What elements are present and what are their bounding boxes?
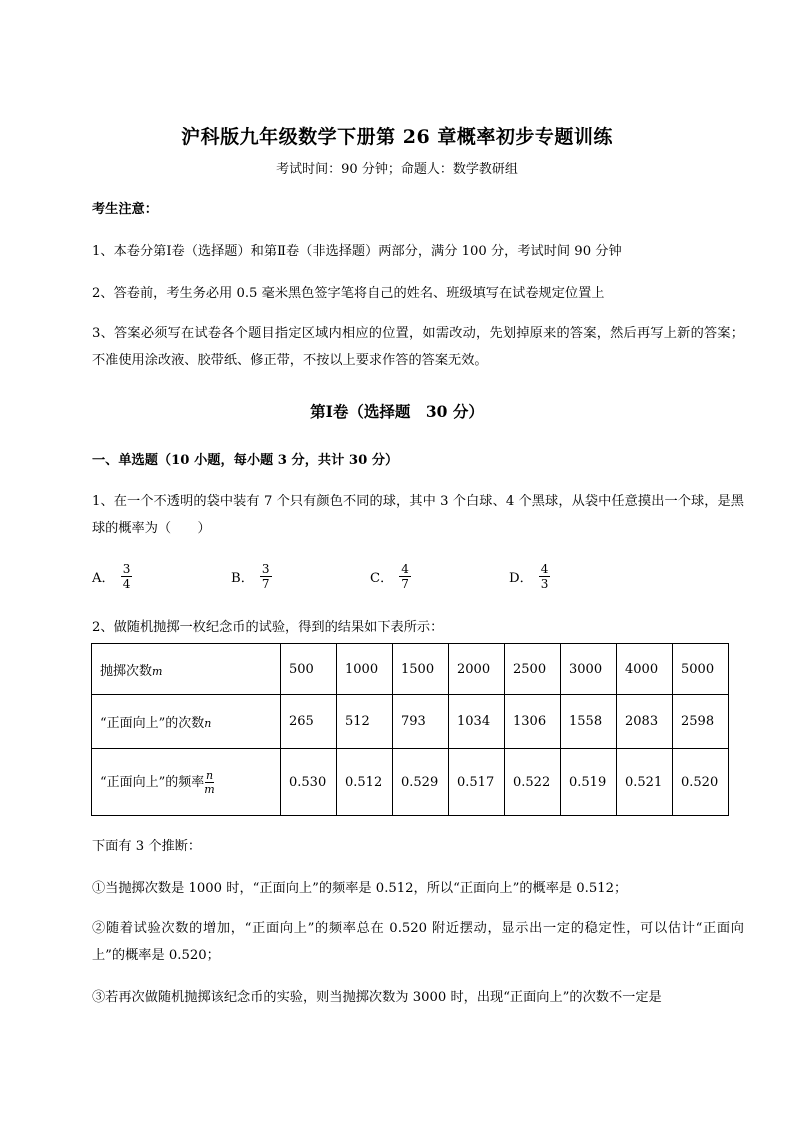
option-b: B． $\frac{3}{7}$ [231, 562, 270, 591]
page-title: 沪科版九年级数学下册第 26 章概率初步专题训练 [181, 126, 613, 148]
fraction: $\frac{3}{4}$ [122, 562, 131, 591]
option-d: D． $\frac{4}{3}$ [509, 562, 549, 591]
question-1: 1、在一个不透明的袋中装有 7 个只有颜色不同的球，其中 3 个白球、4 个黑球，从袋中任意摸出一个球，是黑球的概率为（ ） [92, 494, 744, 536]
fraction: $\frac{3}{7}$ [261, 562, 270, 591]
results-table [91, 643, 729, 816]
option-a: A． $\frac{3}{4}$ [92, 562, 131, 591]
notice-heading: 考生注意： [92, 202, 158, 217]
inferences-intro: 下面有 3 个推断： [92, 839, 202, 854]
row-header: “正面向上”的频率 $\frac{n}{m}$ [92, 749, 281, 816]
option-c: C． $\frac{4}{7}$ [370, 562, 409, 591]
table-row: 抛掷次数m 500 1000 1500 2000 2500 3000 4000 5000 [92, 644, 729, 695]
question-2: 2、做随机抛掷一枚纪念币的试验，得到的结果如下表所示： [92, 620, 444, 635]
inference-3: ③若再次做随机抛掷该纪念币的实验，则当抛掷次数为 3000 时，出现“正面向上”的次数不一定是 [92, 990, 662, 1005]
table-row: “正面向上”的次数n 265 512 793 1034 1306 1558 2083 2598 [92, 695, 729, 749]
notice-item-3: 3、答案必须写在试卷各个题目指定区域内相应的位置，如需改动，先划掉原来的答案，然后再写上新的答案；不准使用涂改液、胶带纸、修正带，不按以上要求作答的答案无效。 [92, 326, 744, 368]
row-header: “正面向上”的次数n [92, 695, 281, 749]
fraction: $\frac{4}{3}$ [540, 562, 549, 591]
notice-item-2: 2、答卷前，考生务必用 0.5 毫米黑色签字笔将自己的姓名、班级填写在试卷规定位置上 [92, 286, 605, 301]
notice-item-1: 1、本卷分第Ⅰ卷（选择题）和第Ⅱ卷（非选择题）两部分，满分 100 分，考试时间 90 分钟 [92, 244, 622, 259]
fraction: $\frac{4}{7}$ [401, 562, 409, 591]
fraction: $\frac{n}{m}$ [204, 768, 215, 796]
inference-2: ②随着试验次数的增加，“正面向上”的频率总在 0.520 附近摆动，显示出一定的稳定性，可以估计“正面向上”的概率是 0.520； [92, 921, 744, 963]
table-row: “正面向上”的频率 $\frac{n}{m}$ 0.530 0.512 0.529 0.517 0.522 0.519 0.521 0.520 [92, 749, 729, 816]
part-heading: 一、单选题（10 小题，每小题 3 分，共计 30 分） [92, 453, 399, 468]
section-title: 第Ⅰ卷（选择题 30 分） [310, 402, 484, 421]
row-header: 抛掷次数m [92, 644, 281, 695]
exam-info: 考试时间：90 分钟；命题人：数学教研组 [276, 162, 518, 177]
inference-1: ①当抛掷次数是 1000 时，“正面向上”的频率是 0.512，所以“正面向上”的概率是 0.512； [92, 881, 628, 896]
